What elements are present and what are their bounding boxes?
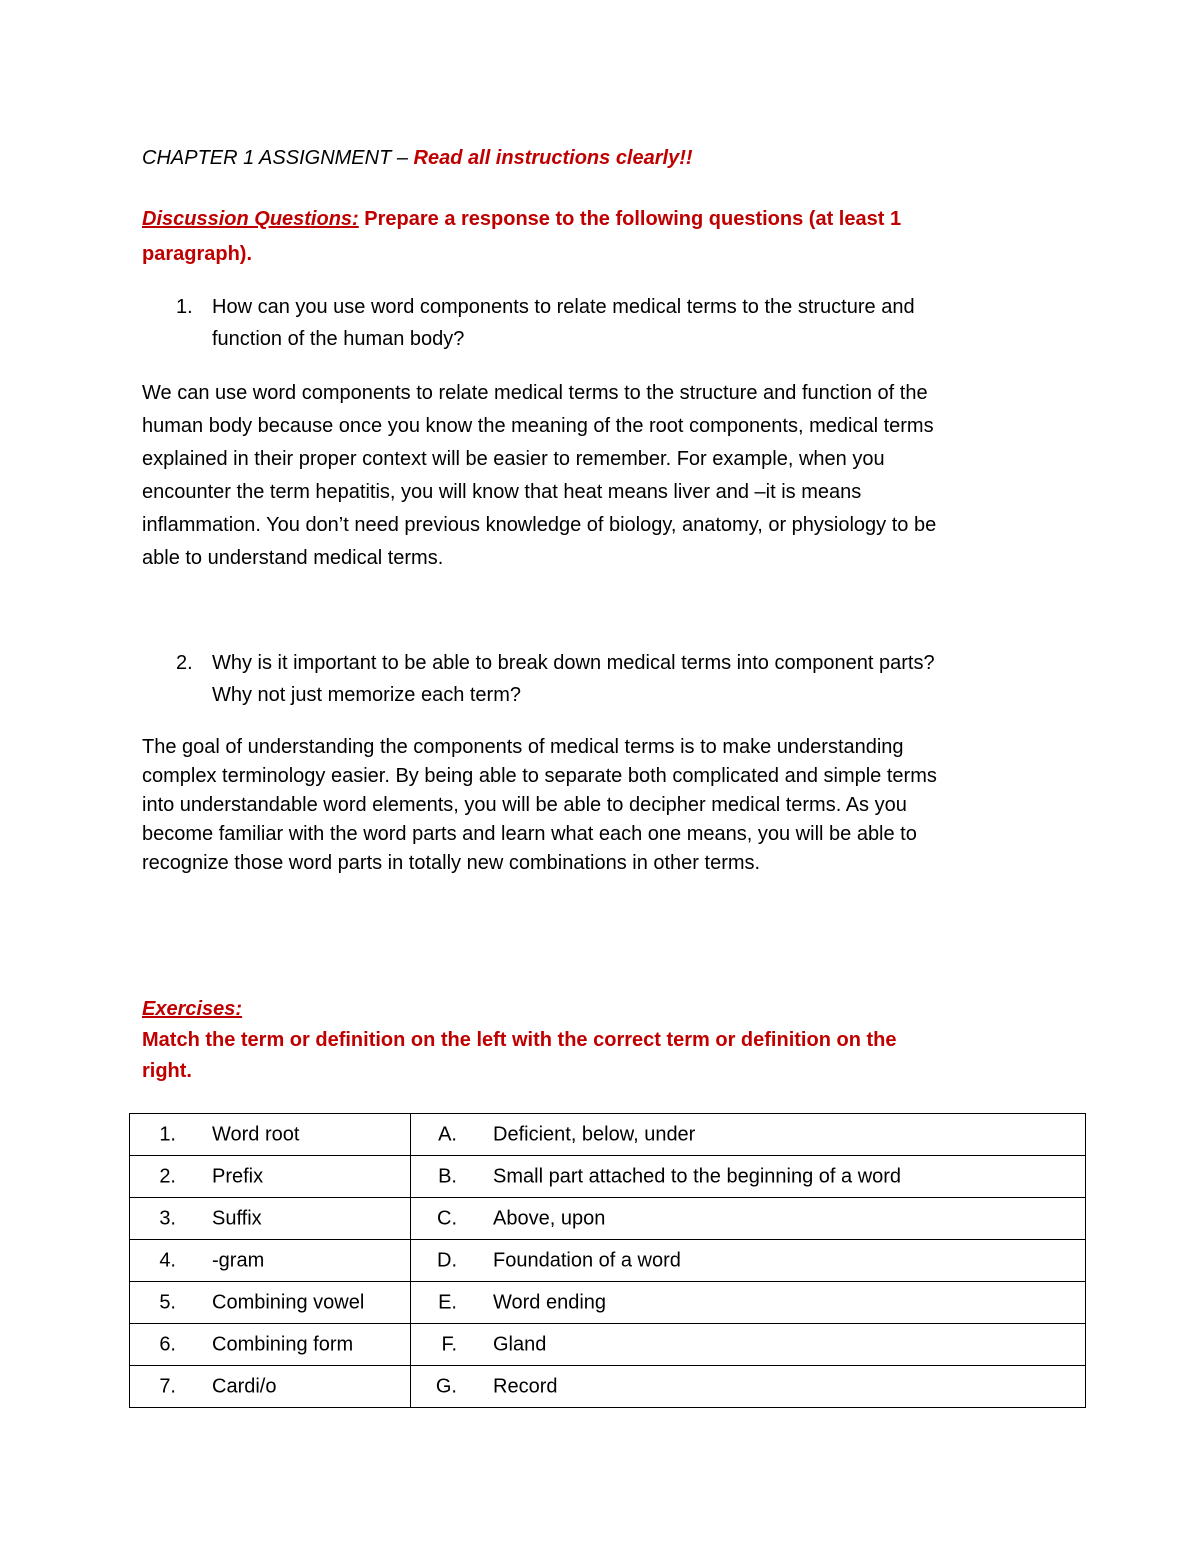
- exercises-instruction-line2: right.: [142, 1060, 192, 1082]
- term-text: Suffix: [212, 1207, 262, 1229]
- definition-text: Small part attached to the beginning of a word: [493, 1165, 902, 1187]
- definition-letter: D.: [437, 1249, 457, 1271]
- term-text: Word root: [212, 1123, 300, 1145]
- table-row: [130, 1324, 1086, 1366]
- definition-text: Record: [493, 1375, 558, 1397]
- table-row: [130, 1156, 1086, 1198]
- answer-1: [142, 377, 1042, 575]
- discussion-label: Discussion Questions:: [142, 208, 359, 230]
- instruction-warning: Read all instructions clearly!!: [413, 147, 693, 169]
- term-text: Cardi/o: [212, 1375, 277, 1397]
- term-text: Prefix: [212, 1165, 264, 1187]
- answer-1-line: inflammation. You don’t need previous knowledge of biology, anatomy, or physiology to be: [142, 514, 937, 536]
- exercises-label: Exercises:: [142, 998, 243, 1020]
- definition-letter: A.: [438, 1123, 457, 1145]
- answer-2-line: recognize those word parts in totally new combinations in other terms.: [142, 852, 761, 874]
- table-row: [130, 1114, 1086, 1156]
- definition-letter: G.: [435, 1375, 457, 1397]
- answer-2: [142, 733, 1042, 878]
- definition-letter: B.: [438, 1165, 457, 1187]
- answer-2-line: complex terminology easier. By being able to separate both complicated and simple terms: [142, 765, 937, 787]
- question-2-line2: Why not just memorize each term?: [212, 684, 521, 706]
- discussion-prompt-line2: paragraph).: [142, 243, 253, 265]
- term-text: Combining form: [212, 1333, 354, 1355]
- question-1-line1: How can you use word components to relate medical terms to the structure and: [212, 296, 915, 318]
- definition-letter: F.: [441, 1333, 457, 1355]
- term-number: 2.: [159, 1165, 176, 1187]
- answer-2-line: become familiar with the word parts and learn what each one means, you will be able to: [142, 823, 917, 845]
- answer-1-line: able to understand medical terms.: [142, 547, 444, 569]
- term-number: 4.: [159, 1249, 176, 1271]
- term-number: 7.: [159, 1375, 176, 1397]
- discussion-prompt-line1: Prepare a response to the following questions (at least 1: [358, 208, 902, 230]
- answer-1-line: explained in their proper context will be easier to remember. For example, when you: [142, 448, 885, 470]
- term-number: 5.: [159, 1291, 176, 1313]
- question-1-line2: function of the human body?: [212, 328, 465, 350]
- definition-letter: C.: [437, 1207, 457, 1229]
- matching-table: [129, 1113, 1086, 1408]
- term-text: -gram: [212, 1249, 265, 1271]
- answer-2-line: into understandable word elements, you will be able to decipher medical terms. As you: [142, 794, 907, 816]
- assignment-title: CHAPTER 1 ASSIGNMENT –: [142, 147, 414, 169]
- definition-text: Above, upon: [493, 1207, 606, 1229]
- question-1-number: 1.: [176, 296, 193, 318]
- answer-1-line: encounter the term hepatitis, you will know that heat means liver and –it is means: [142, 481, 862, 503]
- assignment-heading: [142, 142, 693, 175]
- question-2-number: 2.: [176, 652, 193, 674]
- answer-1-line: We can use word components to relate medical terms to the structure and function of the: [142, 382, 928, 404]
- definition-text: Foundation of a word: [493, 1249, 681, 1271]
- question-2-line1: Why is it important to be able to break down medical terms into component parts?: [212, 652, 935, 674]
- term-number: 6.: [159, 1333, 176, 1355]
- definition-text: Word ending: [493, 1291, 607, 1313]
- definition-text: Deficient, below, under: [493, 1123, 696, 1145]
- answer-2-line: The goal of understanding the components of medical terms is to make understanding: [142, 736, 904, 758]
- table-row: [130, 1366, 1086, 1408]
- answer-1-line: human body because once you know the meaning of the root components, medical terms: [142, 415, 934, 437]
- definition-letter: E.: [438, 1291, 457, 1313]
- term-number: 3.: [159, 1207, 176, 1229]
- definition-text: Gland: [493, 1333, 547, 1355]
- table-row: [130, 1198, 1086, 1240]
- term-number: 1.: [159, 1123, 176, 1145]
- discussion-intro: [142, 203, 901, 236]
- table-row: [130, 1240, 1086, 1282]
- term-text: Combining vowel: [212, 1291, 365, 1313]
- exercises-instruction-line1: Match the term or definition on the left with the correct term or definition on the: [142, 1029, 897, 1051]
- table-row: [130, 1282, 1086, 1324]
